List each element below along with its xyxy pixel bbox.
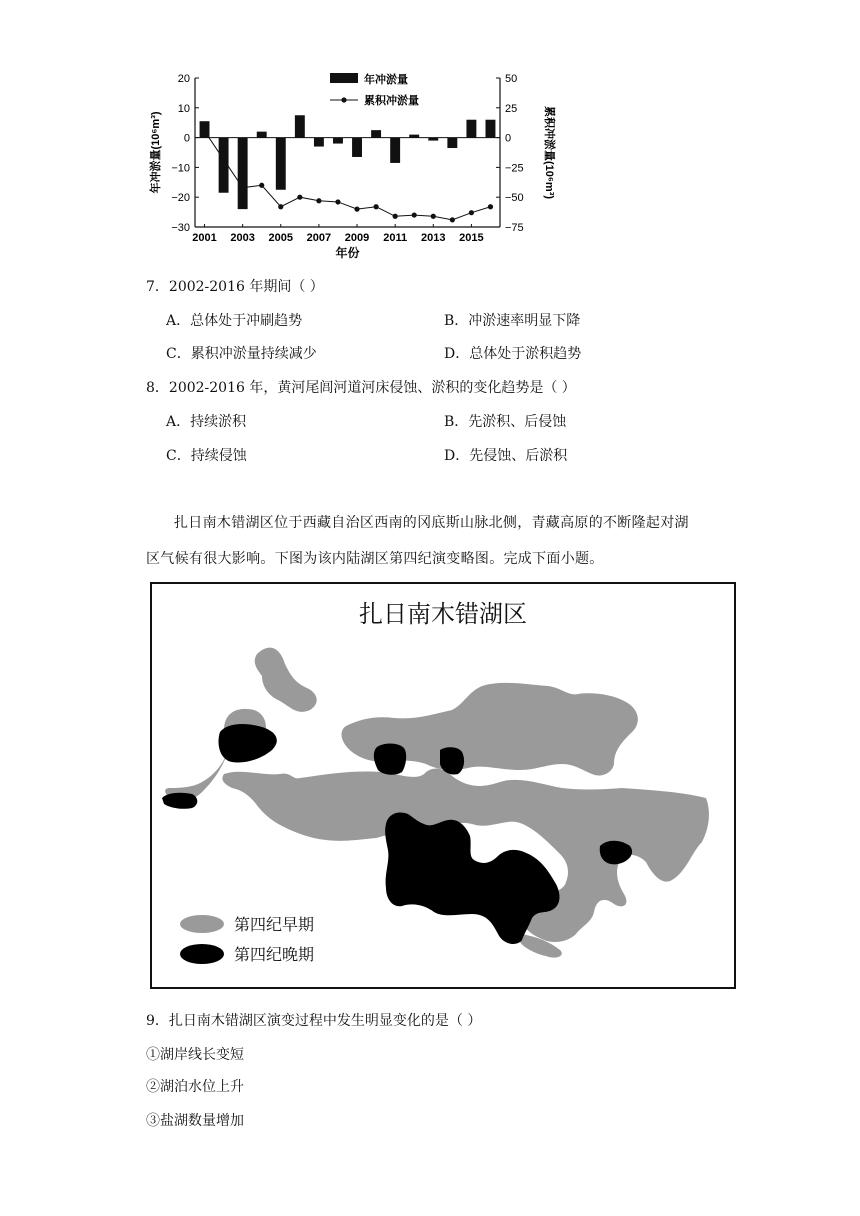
bar-annual <box>238 138 248 210</box>
legend-bar-label: 年冲淤量 <box>364 74 408 86</box>
left-tick-label: −10 <box>171 162 190 175</box>
question-7-option-c[interactable]: C．累积冲淤量持续减少 <box>166 346 317 362</box>
y-axis-right-label: 累积冲淤量(10⁶m³) <box>543 105 555 200</box>
legend-swatch-late <box>180 944 224 964</box>
cumulative-point <box>412 212 417 217</box>
lake-evolution-map <box>150 582 736 989</box>
left-tick-label: 0 <box>183 132 190 145</box>
right-tick-label: 25 <box>505 102 518 115</box>
right-tick-label: −25 <box>505 162 524 175</box>
question-8-option-c[interactable]: C．持续侵蚀 <box>166 448 247 464</box>
intro-line-1: 扎日南木错湖区位于西藏自治区西南的冈底斯山脉北侧，青藏高原的不断隆起对湖 <box>174 515 689 531</box>
chart-axes <box>148 73 557 260</box>
cumulative-point <box>488 204 493 209</box>
cumulative-point <box>450 217 455 222</box>
question-8-option-b[interactable]: B．先淤积、后侵蚀 <box>444 414 567 430</box>
bar-annual <box>257 132 267 138</box>
left-tick-label: −30 <box>171 222 190 234</box>
right-tick-label: 0 <box>505 132 512 145</box>
bar-annual <box>352 138 362 157</box>
x-tick-label: 2013 <box>421 232 446 244</box>
cumulative-point <box>316 198 321 203</box>
legend-early-label: 第四纪早期 <box>234 915 315 934</box>
legend-line-label: 累积冲淤量 <box>364 95 419 107</box>
legend-late-label: 第四纪晚期 <box>234 945 315 964</box>
bar-annual <box>314 138 324 147</box>
x-tick-label: 2003 <box>230 232 255 244</box>
question-7-option-a[interactable]: A．总体处于冲刷趋势 <box>166 313 303 329</box>
map-title: 扎日南木错湖区 <box>359 600 527 628</box>
legend-bar-swatch <box>330 73 358 83</box>
legend-line-marker <box>341 97 346 102</box>
right-tick-label: 50 <box>505 73 518 85</box>
question-8-option-d[interactable]: D．先侵蚀、后淤积 <box>444 448 568 464</box>
cumulative-point <box>240 185 245 190</box>
question-8-stem: 8．2002-2016 年，黄河尾闾河道河床侵蚀、淤积的变化趋势是（ ） <box>146 380 576 396</box>
question-7-stem: 7．2002-2016 年期间（ ） <box>146 279 324 295</box>
y-axis-left-label: 年冲淤量(10⁶m³) <box>150 111 162 194</box>
cumulative-point <box>393 214 398 219</box>
cumulative-point <box>259 183 264 188</box>
bar-annual <box>333 138 343 144</box>
chart-legend <box>330 72 419 107</box>
bar-annual <box>428 138 438 141</box>
x-tick-label: 2001 <box>192 232 217 244</box>
cumulative-point <box>335 199 340 204</box>
question-9-stem: 9．扎日南木错湖区演变过程中发生明显变化的是（ ） <box>146 1013 482 1029</box>
right-tick-label: −50 <box>505 192 524 205</box>
bar-annual <box>390 138 400 163</box>
chart-bars <box>200 115 496 209</box>
bar-annual <box>447 138 457 148</box>
left-tick-label: 20 <box>177 73 190 85</box>
question-9-statement-1: ①湖岸线长变短 <box>146 1047 244 1063</box>
x-tick-label: 2007 <box>306 232 332 244</box>
bar-annual <box>466 120 476 138</box>
question-7-option-b[interactable]: B．冲淤速率明显下降 <box>444 313 581 329</box>
bar-annual <box>486 120 496 138</box>
x-tick-label: 2005 <box>268 232 294 244</box>
cumulative-point <box>431 214 436 219</box>
cumulative-point <box>373 204 378 209</box>
cumulative-point <box>469 210 474 215</box>
cumulative-point <box>354 207 359 212</box>
left-tick-label: 10 <box>177 102 190 115</box>
question-9-statement-3: ③盐湖数量增加 <box>146 1113 244 1129</box>
bar-annual <box>200 121 210 137</box>
question-9-statement-2: ②湖泊水位上升 <box>146 1079 244 1095</box>
bar-annual <box>371 130 381 137</box>
question-8-option-a[interactable]: A．持续淤积 <box>166 414 247 430</box>
cumulative-point <box>297 195 302 200</box>
left-tick-label: −20 <box>171 192 190 205</box>
x-tick-label: 2009 <box>344 232 370 244</box>
question-7-option-d[interactable]: D．总体处于淤积趋势 <box>444 346 582 362</box>
x-axis-label: 年份 <box>335 246 360 260</box>
bar-annual <box>276 138 286 190</box>
cumulative-point <box>278 204 283 209</box>
right-tick-label: −75 <box>505 222 524 234</box>
legend-swatch-early <box>180 915 224 933</box>
sediment-chart <box>140 62 560 267</box>
x-tick-label: 2011 <box>383 232 408 244</box>
bar-annual <box>409 135 419 138</box>
bar-annual <box>295 115 305 137</box>
x-tick-label: 2015 <box>459 232 484 244</box>
intro-line-2: 区气候有很大影响。下图为该内陆湖区第四纪演变略图。完成下面小题。 <box>146 551 604 567</box>
